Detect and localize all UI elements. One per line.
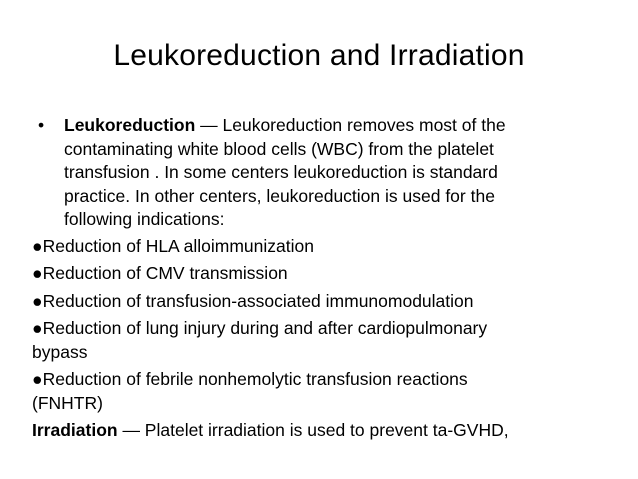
- indication-item: [32, 317, 616, 364]
- bullet-line-3: transfusion . In some centers leukoreduction is standard: [64, 162, 498, 182]
- slide-body: [32, 114, 616, 447]
- bullet-leukoreduction: [36, 114, 616, 232]
- indication-item: [32, 290, 616, 314]
- bullet-line-1: [64, 114, 616, 138]
- indications-list: [32, 235, 616, 443]
- indication-item: [32, 368, 616, 415]
- indication-line-cont: (FNHTR): [32, 392, 103, 413]
- indication-line-cont: bypass: [32, 341, 88, 362]
- indication-line: ●Reduction of HLA alloimmunization: [32, 235, 314, 256]
- irradiation-text: — Platelet irradiation is used to prevent ta-GVHD,: [117, 420, 509, 440]
- bullet-line-1-text: — Leukoreduction removes most of the: [195, 115, 506, 135]
- indication-item: [32, 235, 616, 259]
- bullet-line-4: practice. In other centers, leukoreduction is used for the: [64, 185, 495, 206]
- indication-line: ●Reduction of transfusion-associated immunomodulation: [32, 290, 474, 311]
- indication-item: [32, 262, 616, 286]
- irradiation-line: [32, 419, 616, 443]
- bullet-line-5: following indications:: [64, 209, 225, 229]
- term-irradiation: Irradiation: [32, 420, 118, 440]
- indication-line: ●Reduction of CMV transmission: [32, 263, 288, 283]
- irradiation-item: [32, 419, 616, 443]
- bullet-line-2: contaminating white blood cells (WBC) from the platelet: [64, 138, 494, 159]
- slide-title: Leukoreduction and Irradiation: [113, 39, 525, 72]
- indication-line: ●Reduction of lung injury during and after cardiopulmonary: [32, 318, 488, 338]
- bullet-dot: •: [38, 115, 45, 135]
- indication-line: ●Reduction of febrile nonhemolytic transfusion reactions: [32, 369, 468, 389]
- term-leukoreduction: Leukoreduction: [64, 115, 196, 135]
